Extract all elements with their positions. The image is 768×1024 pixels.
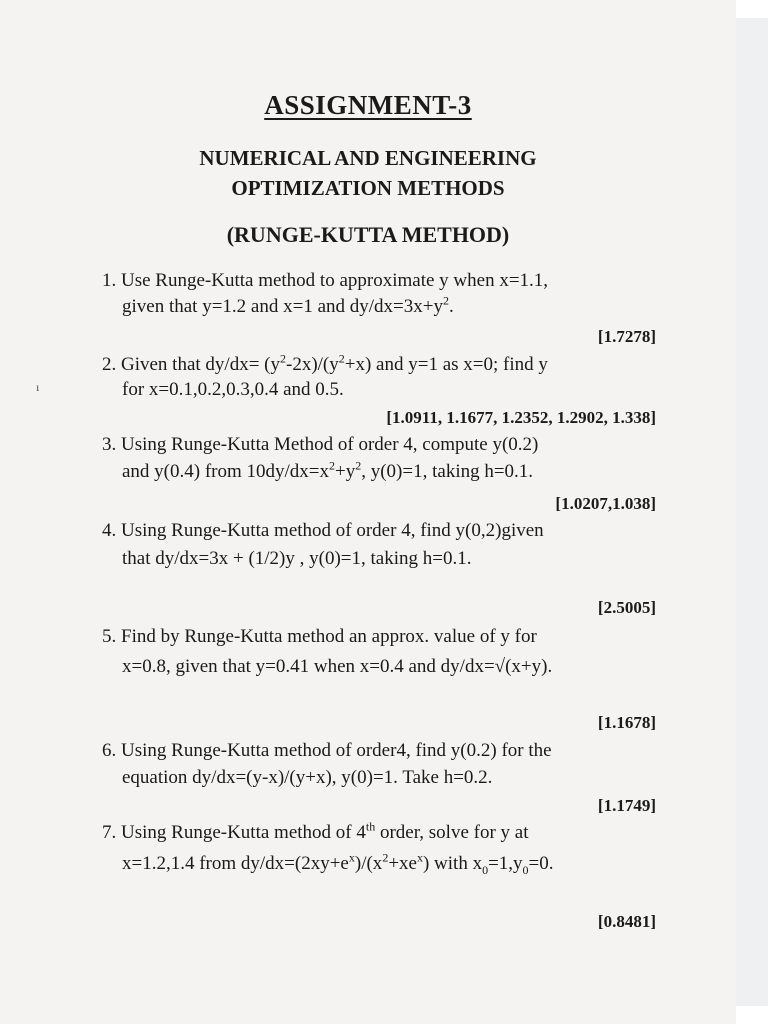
question-1-line2: given that y=1.2 and x=1 and $dy/dx=3x+y^2$.	[122, 293, 454, 317]
question-4-line2: that dy/dx=3x + (1/2)y , y(0)=1, taking h=0.1.	[122, 548, 472, 569]
side-panel-strip	[736, 18, 768, 1006]
question-6-answer: [1.1749]	[597, 796, 656, 815]
assignment-title: ASSIGNMENT-3	[264, 90, 472, 120]
question-3-line2: and y(0.4) from $10dy/dx=x^2+y^2$, y(0)=1, taking h=0.1.	[122, 458, 534, 482]
question-2-answer: [1.0911, 1.1677, 1.2352, 1.2902, 1.338]	[386, 408, 656, 427]
margin-mark: ı	[36, 380, 40, 394]
question-7-answer: [0.8481]	[597, 912, 656, 931]
question-5-line2: x=0.8, given that y=0.41 when x=0.4 and dy/dx=√(x+y).	[122, 656, 553, 677]
course-title-line1: NUMERICAL AND ENGINEERING	[199, 146, 537, 170]
question-2-line1: 2. Given that $dy/dx= (y^2-2x)/(y^2+x)$ and y=1 as x=0; find y	[102, 351, 548, 375]
question-6-line1: 6. Using Runge-Kutta method of order4, find y(0.2) for the	[102, 740, 552, 761]
course-title-line2: OPTIMIZATION METHODS	[231, 176, 505, 200]
question-3-answer: [1.0207,1.038]	[555, 494, 656, 513]
question-6-line2: equation dy/dx=(y-x)/(y+x), y(0)=1. Take h=0.2.	[122, 767, 493, 788]
topic-title: (RUNGE-KUTTA METHOD)	[226, 222, 510, 247]
question-5-line1: 5. Find by Runge-Kutta method an approx. value of y for	[102, 626, 537, 647]
question-3-line1: 3. Using Runge-Kutta Method of order 4, compute y(0.2)	[102, 434, 539, 455]
question-7-line2: x=1.2,1.4 from $dy/dx=(2xy+e^x)/(x^2+xe^x)$ with $x_0=1,y_0=0$.	[122, 850, 554, 877]
question-2-line2: for x=0.1,0.2,0.3,0.4 and 0.5.	[122, 379, 344, 400]
question-1-answer: [1.7278]	[597, 327, 656, 346]
question-5-answer: [1.1678]	[597, 713, 656, 732]
question-4-answer: [2.5005]	[597, 598, 656, 617]
question-4-line1: 4. Using Runge-Kutta method of order 4, find y(0,2)given	[102, 520, 544, 541]
question-7-line1: 7. Using Runge-Kutta method of 4th order, solve for y at	[102, 819, 529, 843]
question-1-line1: 1. Use Runge-Kutta method to approximate y when x=1.1,	[102, 270, 549, 291]
